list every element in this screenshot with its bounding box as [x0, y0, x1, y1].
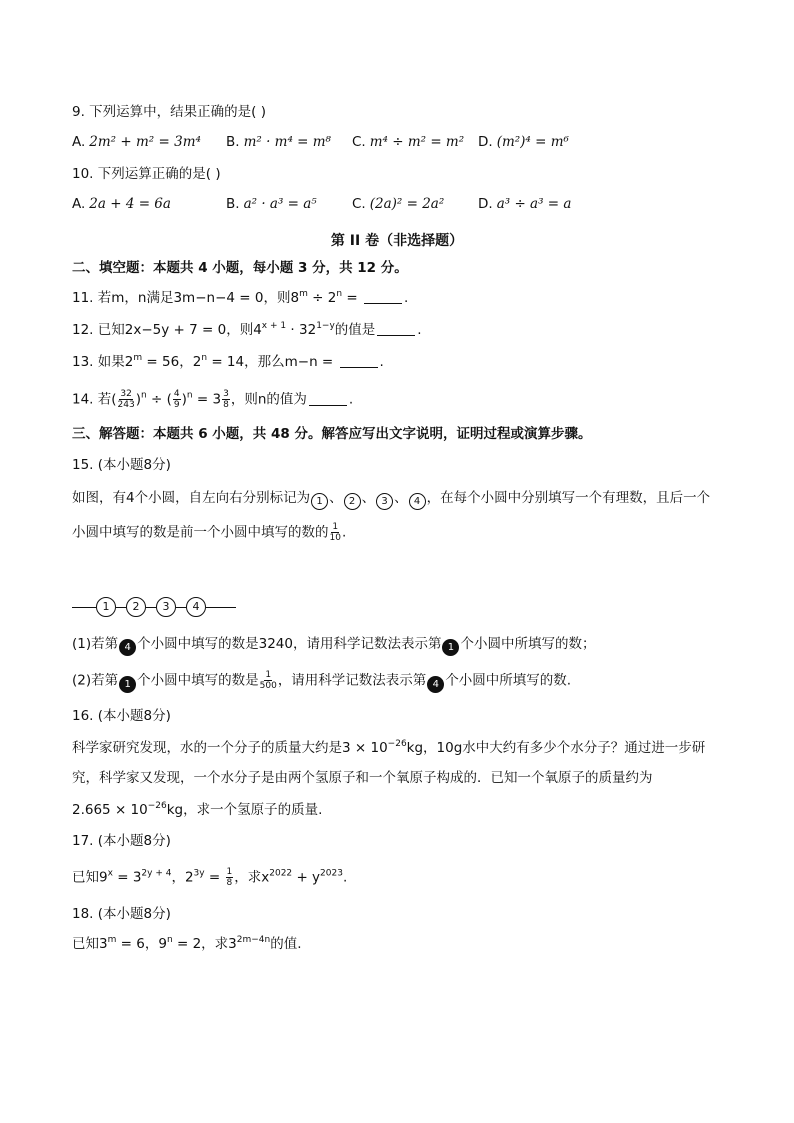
q16-head: 16. (本小题8分)	[72, 708, 171, 724]
fraction-4-9: $\frac{4}{9}$	[173, 389, 180, 410]
q18-head: 18. (本小题8分)	[72, 906, 171, 922]
q16-text-1: 科学家研究发现，水的一个分子的质量大约是$3 \times 10^{-26}kg$，10g水中大约有多少个水分子？通过进一步研	[72, 739, 706, 756]
q16-text-3: $2.665 \times 10^{-26}kg$，求一个氢原子的质量.	[72, 801, 323, 818]
q10-option-c: C. (2a)² = 2a²	[352, 196, 445, 212]
q10-option-d: D. a³ ÷ a³ = a	[478, 196, 572, 212]
fraction-1-500: $\frac{1}{500}$	[259, 670, 277, 691]
q15-sub-2: (2)若第 1 个小圆中填写的数是 $\frac{1}{500}$ ，请用科学记数法表示第 4 个小圆中所填写的数.	[72, 670, 572, 691]
circle-1: 1	[96, 597, 116, 617]
circle-2: 2	[126, 597, 146, 617]
q9-options	[72, 134, 569, 150]
q10-option-a: A. 2a + 4 = 6a	[72, 196, 171, 212]
q15-text-1: 如图，有4个小圆，自左向右分别标记为 1 、 2 、 3 、 4 ，在每个小圆中分别填写一个有理数，且后一个	[72, 488, 710, 510]
q15-text-2: 小圆中填写的数是前一个小圆中填写的数的 $\frac{1}{10}$ .	[72, 522, 347, 543]
q9-option-c: C. m⁴ ÷ m² = m²	[352, 134, 465, 150]
fraction-1-10: $\frac{1}{10}$	[329, 522, 341, 543]
q15-sub-1: (1)若第 4 个小圆中填写的数是3240，请用科学记数法表示第 1 个小圆中所填写的数；	[72, 634, 595, 656]
q9-stem: 9. 下列运算中，结果正确的是( )	[72, 104, 266, 120]
fraction-3-8: $\frac{3}{8}$	[223, 389, 229, 410]
answer-heading: 三、解答题：本题共 6 小题，共 48 分。解答应写出文字说明，证明过程或演算步骤。	[72, 426, 592, 442]
circle-3: 3	[156, 597, 176, 617]
q11: 11. 若m，n满足3m−n−4 = 0，则$8^m \div 2^n$ = .	[72, 289, 409, 306]
answer-blank[interactable]	[309, 405, 347, 406]
answer-blank[interactable]	[340, 367, 378, 368]
q17-head: 17. (本小题8分)	[72, 833, 171, 849]
circle-chain-diagram	[72, 596, 242, 618]
q9-option-d: D. (m²)⁴ = m⁶	[478, 134, 569, 150]
q13: 13. 如果$2^m = 56$，$2^n = 14$，那么m−n = .	[72, 353, 384, 370]
answer-blank[interactable]	[377, 335, 415, 336]
fraction-32-243: $\frac{32}{243}$	[117, 389, 135, 410]
q18-text: 已知$3^m = 6$，$9^n = 2$，求$3^{2m-4n}$的值.	[72, 935, 302, 952]
q16-text-2: 究，科学家又发现，一个水分子是由两个氢原子和一个氧原子构成的．已知一个氧原子的质量约为	[72, 770, 653, 786]
q15-head: 15. (本小题8分)	[72, 457, 171, 473]
q10-stem: 10. 下列运算正确的是( )	[72, 166, 221, 182]
q12: 12. 已知2x−5y + 7 = 0，则$4^{x + 1} \cdot 32^{1-y}$的值是 .	[72, 321, 422, 338]
answer-blank[interactable]	[364, 303, 402, 304]
q14: 14. 若( $\frac{32}{243}$ )$^n$ ÷ ( $\frac{4}{9}$ )$^n$ = 3 $\frac{3}{8}$ ，则n的值为 .	[72, 389, 354, 410]
q10-options	[72, 196, 571, 212]
q9-option-b: B. m² · m⁴ = m⁸	[226, 134, 331, 150]
section-title: 第 II 卷（非选择题）	[330, 233, 464, 249]
q17-text: 已知$9^x = 3^{2y + 4}$，$2^{3y}$ = $\frac{1}{8}$ ，求$x^{2022} + y^{2023}$.	[72, 867, 348, 888]
fill-heading: 二、填空题：本题共 4 小题，每小题 3 分，共 12 分。	[72, 260, 408, 276]
q10-option-b: B. a² · a³ = a⁵	[226, 196, 317, 212]
q9-option-a: A. 2m² + m² = 3m⁴	[72, 134, 201, 150]
circle-4: 4	[186, 597, 206, 617]
fraction-1-8: $\frac{1}{8}$	[226, 867, 233, 888]
